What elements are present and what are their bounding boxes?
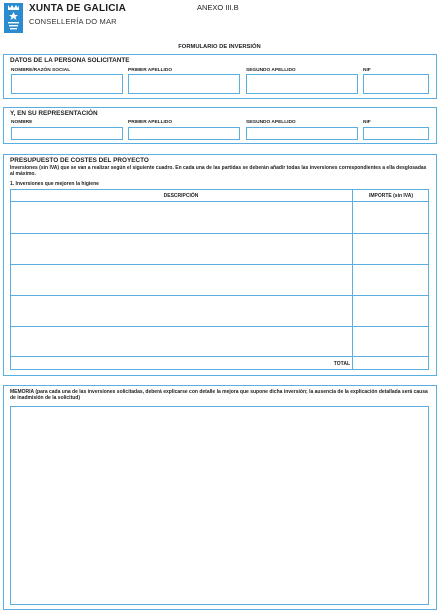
budget-subtitle: 1. Inversiones que mejoren la higiene [10,181,99,187]
applicant-nif-field[interactable] [363,74,429,94]
table-row-2-description[interactable] [11,234,352,264]
annex-label: ANEXO III.B [197,3,239,12]
department-name: CONSELLERÍA DO MAR [29,17,117,26]
representative-surname2-label: SEGUNDO APELLIDO [246,120,296,125]
table-row-3-amount[interactable] [353,265,428,295]
representative-nif-label: NIF [363,120,371,125]
memoria-title: MEMORIA [10,389,34,395]
table-row-1-amount[interactable] [353,202,428,233]
xunta-logo-icon [4,3,23,33]
applicant-surname2-label: SEGUNDO APELLIDO [246,68,296,73]
memoria-textarea[interactable] [10,406,429,605]
amount-column-header: IMPORTE (sin IVA) [368,193,414,199]
applicant-surname2-field[interactable] [246,74,358,94]
applicant-nif-label: NIF [363,68,371,73]
representative-surname1-label: PRIMER APELLIDO [128,120,173,125]
memoria-instructions: (para cada una de las inversiones solicitadas, deberá explicarse con detalle la mejora que supone dicha inversión; la ausencia de la explicación detallada será causa de inadmisión de la solicitud) [10,389,428,402]
applicant-name-label: NOMBRE/RAZÓN SOCIAL [11,68,71,73]
table-row-1-description[interactable] [11,202,352,233]
table-row-4-amount[interactable] [353,296,428,326]
representative-name-label: NOMBRE [11,120,33,125]
applicant-surname1-label: PRIMER APELLIDO [128,68,173,73]
table-row-3-description[interactable] [11,265,352,295]
representative-surname1-field[interactable] [128,127,240,140]
description-column-header: DESCRIPCIÓN [163,193,199,199]
representative-name-field[interactable] [11,127,123,140]
table-row-5-amount[interactable] [353,327,428,356]
applicant-section-title: DATOS DE LA PERSONA SOLICITANTE [10,57,130,64]
memoria-heading [10,389,430,401]
representative-nif-field[interactable] [363,127,429,140]
table-row-4-description[interactable] [11,296,352,326]
table-row-5-description[interactable] [11,327,352,356]
total-amount-field[interactable] [353,357,428,369]
table-row-2-amount[interactable] [353,234,428,264]
budget-section-title: PRESUPUESTO DE COSTES DEL PROYECTO [10,157,149,164]
brand-name: XUNTA DE GALICIA [29,3,127,14]
applicant-surname1-field[interactable] [128,74,240,94]
budget-instructions: Inversiones (sin IVA) que se van a realizar según el siguiente cuadro. En cada una de las partidas se deberán añadir todas las inversiones correspondientes a ella desglosadas al máximo. [10,165,427,178]
representative-section-title: Y, EN SU REPRESENTACIÓN [10,110,98,117]
total-label: TOTAL [333,361,350,367]
form-title: FORMULARIO DE INVERSIÓN [178,44,261,50]
representative-surname2-field[interactable] [246,127,358,140]
applicant-name-field[interactable] [11,74,123,94]
